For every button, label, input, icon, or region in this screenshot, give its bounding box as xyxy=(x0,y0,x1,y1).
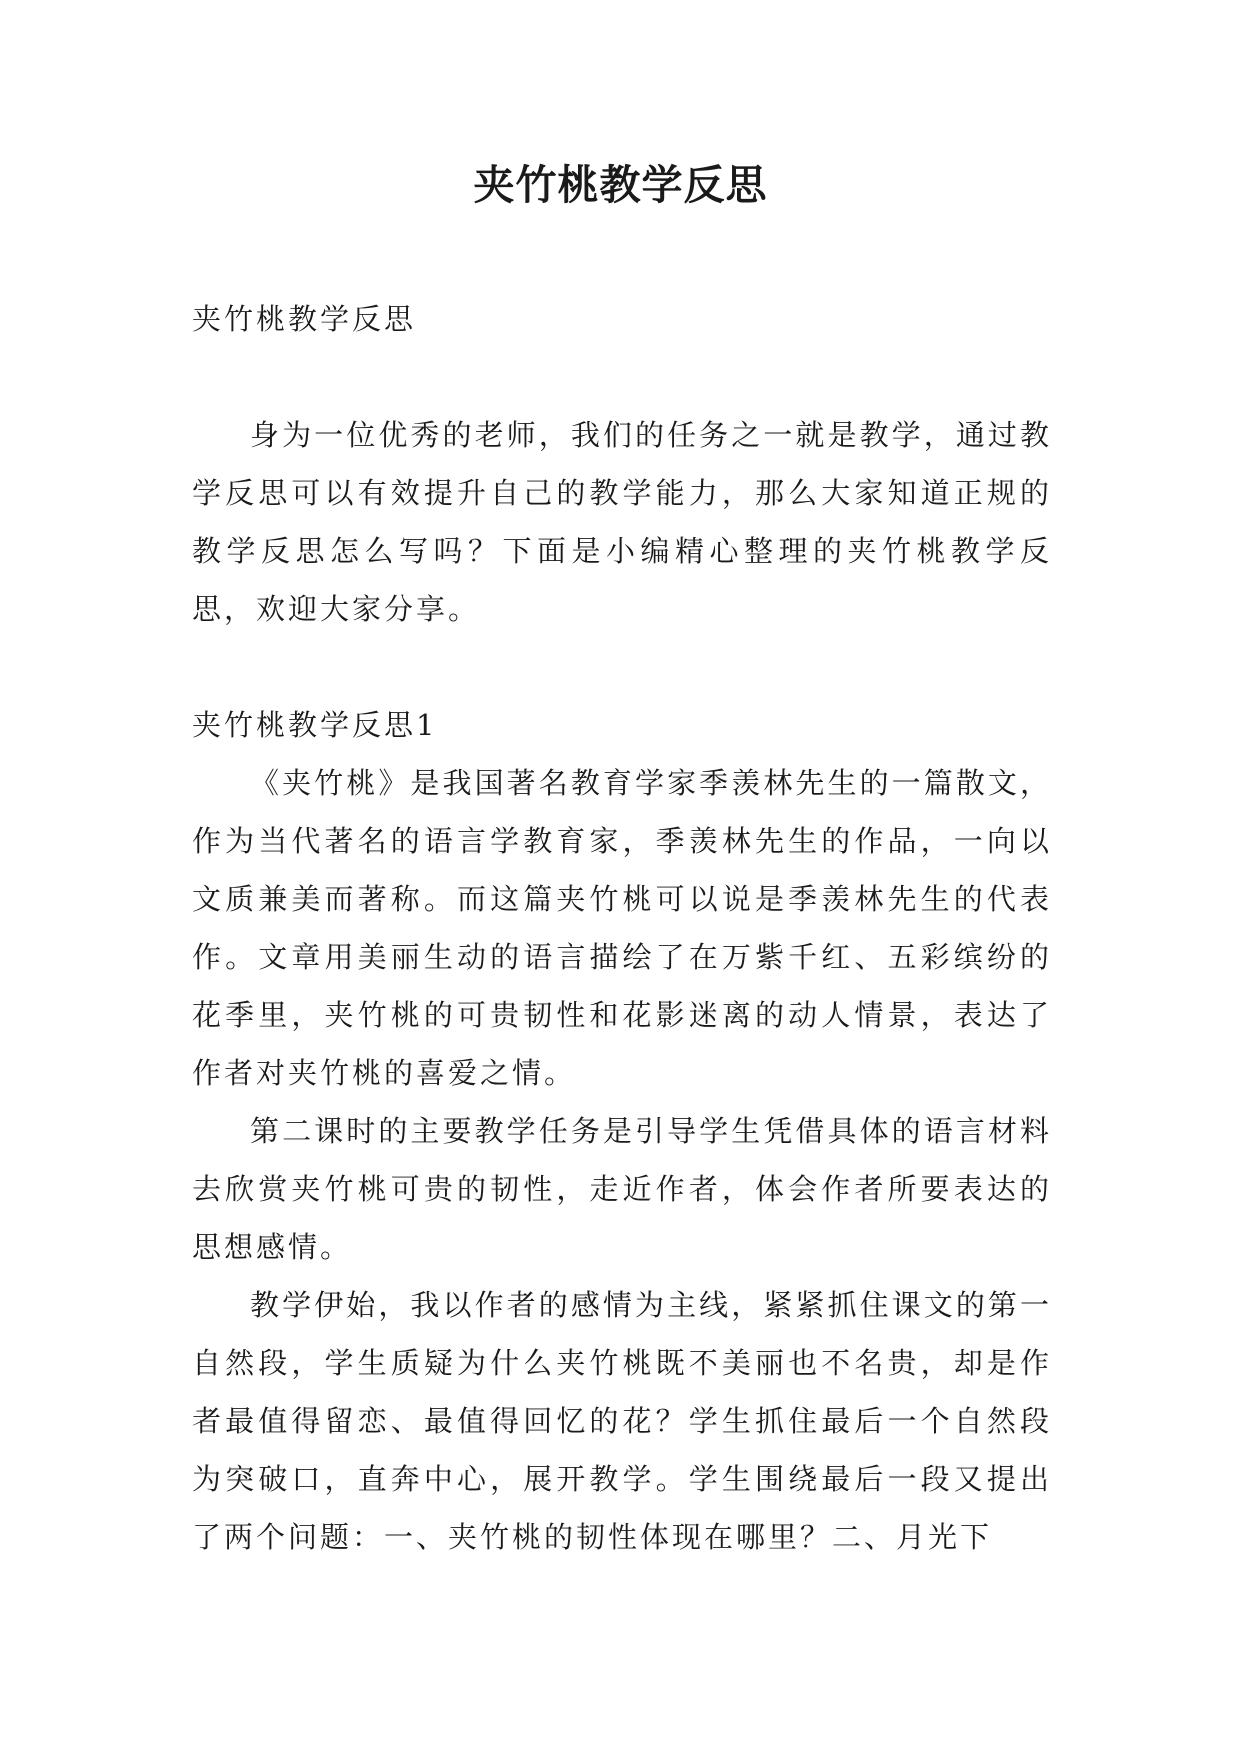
document-body xyxy=(192,290,1052,1566)
body-paragraph: 《夹竹桃》是我国著名教育学家季羡林先生的一篇散文，作为当代著名的语言学教育家，季羡林先生的作品，一向以文质兼美而著称。而这篇夹竹桃可以说是季羡林先生的代表作。文章用美丽生动的语言描绘了在万紫千红、五彩缤纷的花季里，夹竹桃的可贵韧性和花影迷离的动人情景，表达了作者对夹竹桃的喜爱之情。 xyxy=(192,766,1052,1090)
document-title: 夹竹桃教学反思 xyxy=(473,161,768,209)
body-paragraph: 教学伊始，我以作者的感情为主线，紧紧抓住课文的第一自然段，学生质疑为什么夹竹桃既不美丽也不名贵，却是作者最值得留恋、最值得回忆的花？学生抓住最后一个自然段为突破口，直奔中心，展开教学。学生围绕最后一段又提出了两个问题：一、夹竹桃的韧性体现在哪里？二、月光下 xyxy=(192,1288,1052,1554)
section-heading: 夹竹桃教学反思1 xyxy=(192,708,438,742)
body-paragraph: 第二课时的主要教学任务是引导学生凭借具体的语言材料去欣赏夹竹桃可贵的韧性，走近作者，体会作者所要表达的思想感情。 xyxy=(192,1114,1052,1264)
document-subtitle: 夹竹桃教学反思 xyxy=(192,302,417,336)
intro-paragraph: 身为一位优秀的老师，我们的任务之一就是教学，通过教学反思可以有效提升自己的教学能力，那么大家知道正规的教学反思怎么写吗？下面是小编精心整理的夹竹桃教学反思，欢迎大家分享。 xyxy=(192,418,1052,626)
